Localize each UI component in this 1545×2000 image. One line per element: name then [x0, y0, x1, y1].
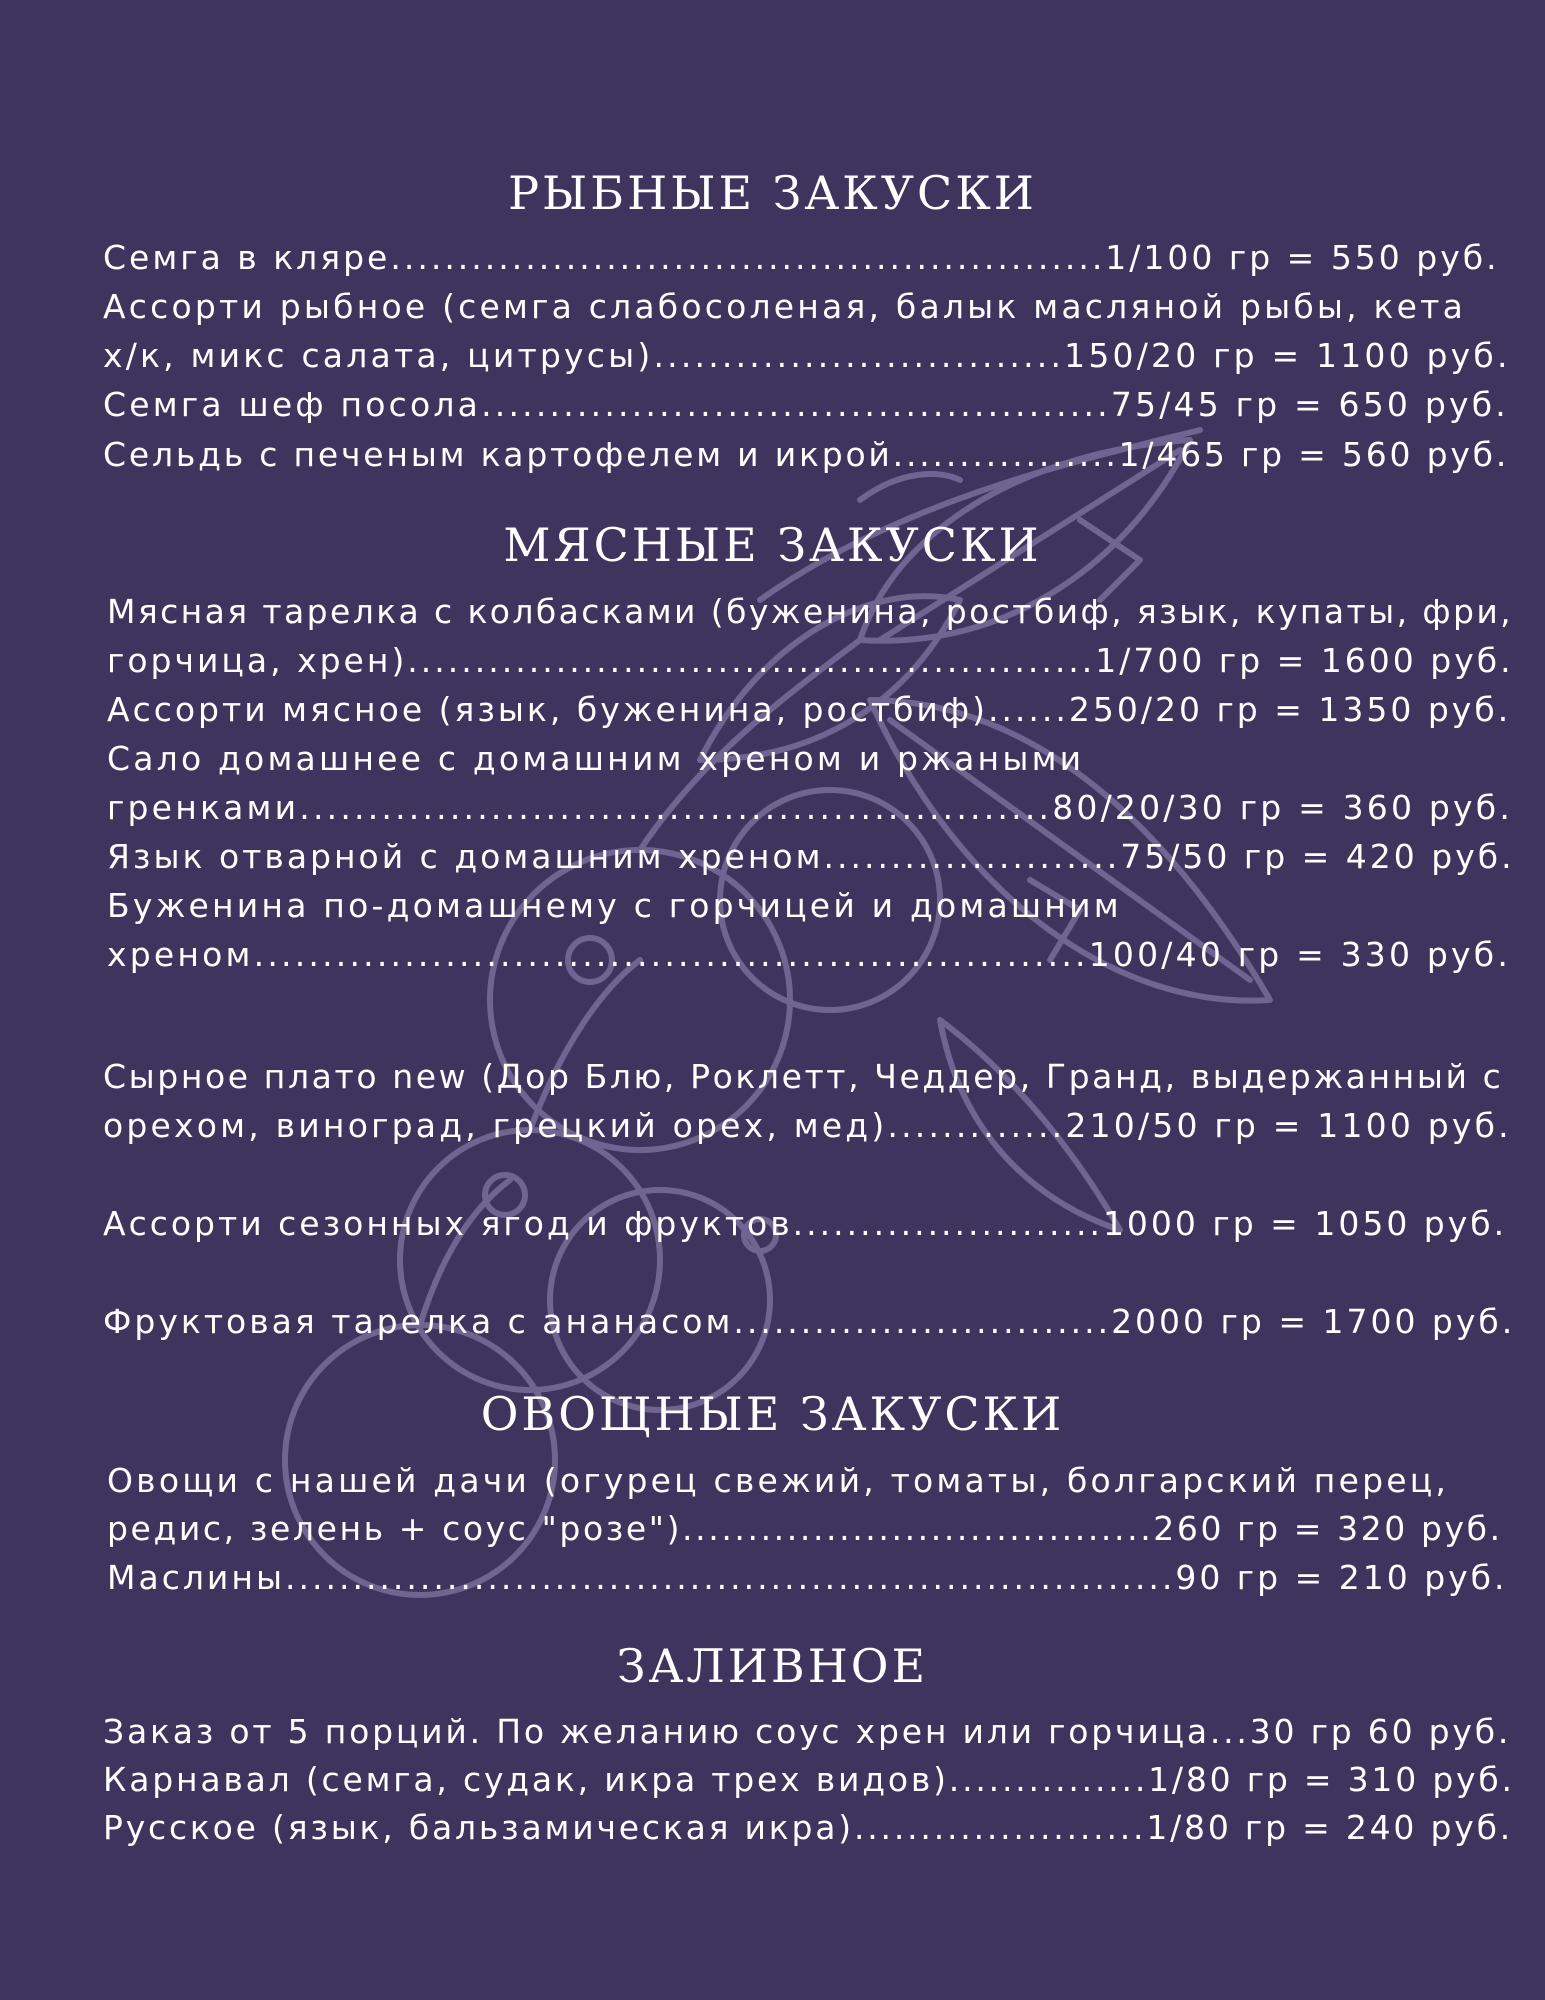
menu-item-line: Овощи с нашей дачи (огурец свежий, томаты, болгарский перец,	[107, 1461, 1450, 1500]
menu-item-line: Заказ от 5 порций. По желанию соус хрен или горчица...30 гр 60 руб.	[103, 1712, 1512, 1751]
menu-item-line: Фруктовая тарелка с ананасом............................2000 гр = 1700 руб.	[103, 1302, 1516, 1341]
menu-item-line: Сырное плато new (Дор Блю, Роклетт, Чеддер, Гранд, выдержанный с	[103, 1057, 1504, 1096]
menu-item-line: Буженина по-домашнему с горчицей и домашним	[107, 886, 1122, 925]
menu-item-line: Маслины..................................................................90 гр = 210 руб.	[107, 1558, 1508, 1597]
menu-item-line: Ассорти мясное (язык, буженина, ростбиф)......250/20 гр = 1350 руб.	[107, 690, 1512, 729]
section-title-aspic: ЗАЛИВНОЕ	[616, 1639, 929, 1693]
menu-item-line: Ассорти сезонных ягод и фруктов.......................1000 гр = 1050 руб.	[103, 1204, 1508, 1243]
menu-item-line: горчица, хрен)...................................................1/700 гр = 1600 руб.	[107, 641, 1514, 680]
section-title-fish: РЫБНЫЕ ЗАКУСКИ	[508, 166, 1037, 220]
menu-item-line: орехом, виноград, грецкий орех, мед).............210/50 гр = 1100 руб.	[103, 1106, 1512, 1145]
menu-item-line: х/к, микс салата, цитрусы)..............................150/20 гр = 1100 руб.	[103, 336, 1511, 375]
menu-item-line: хреном.............................................................100/40 гр = 330 руб.	[107, 935, 1512, 974]
menu-item-line: редис, зелень + соус "розе")....................................260 гр = 320 руб.	[107, 1509, 1503, 1548]
menu-item-line: Семга шеф посола..............................................75/45 гр = 650 руб.	[103, 385, 1509, 424]
menu-item-line: Карнавал (семга, судак, икра трех видов)...............1/80 гр = 310 руб.	[103, 1760, 1515, 1799]
menu-item-line: гренками.......................................................80/20/30 гр = 360 руб.	[107, 788, 1514, 827]
menu-item-line: Ассорти рыбное (семга слабосоленая, балык масляной рыбы, кета	[103, 287, 1467, 326]
menu-item-line: Сельдь с печеным картофелем и икрой.................1/465 гр = 560 руб.	[103, 435, 1510, 474]
menu-item-line: Сало домашнее с домашним хреном и ржаными	[107, 739, 1085, 778]
menu-item-line: Русское (язык, бальзамическая икра)......................1/80 гр = 240 руб.	[103, 1808, 1514, 1847]
section-title-meat: МЯСНЫЕ ЗАКУСКИ	[503, 518, 1042, 572]
menu-item-line: Семга в кляре.....................................................1/100 гр = 550 руб.	[103, 238, 1500, 277]
menu-item-line: Язык отварной с домашним хреном......................75/50 гр = 420 руб.	[107, 837, 1515, 876]
section-title-vegetables: ОВОЩНЫЕ ЗАКУСКИ	[480, 1387, 1065, 1441]
menu-item-line: Мясная тарелка с колбасками (буженина, ростбиф, язык, купаты, фри,	[107, 592, 1514, 631]
